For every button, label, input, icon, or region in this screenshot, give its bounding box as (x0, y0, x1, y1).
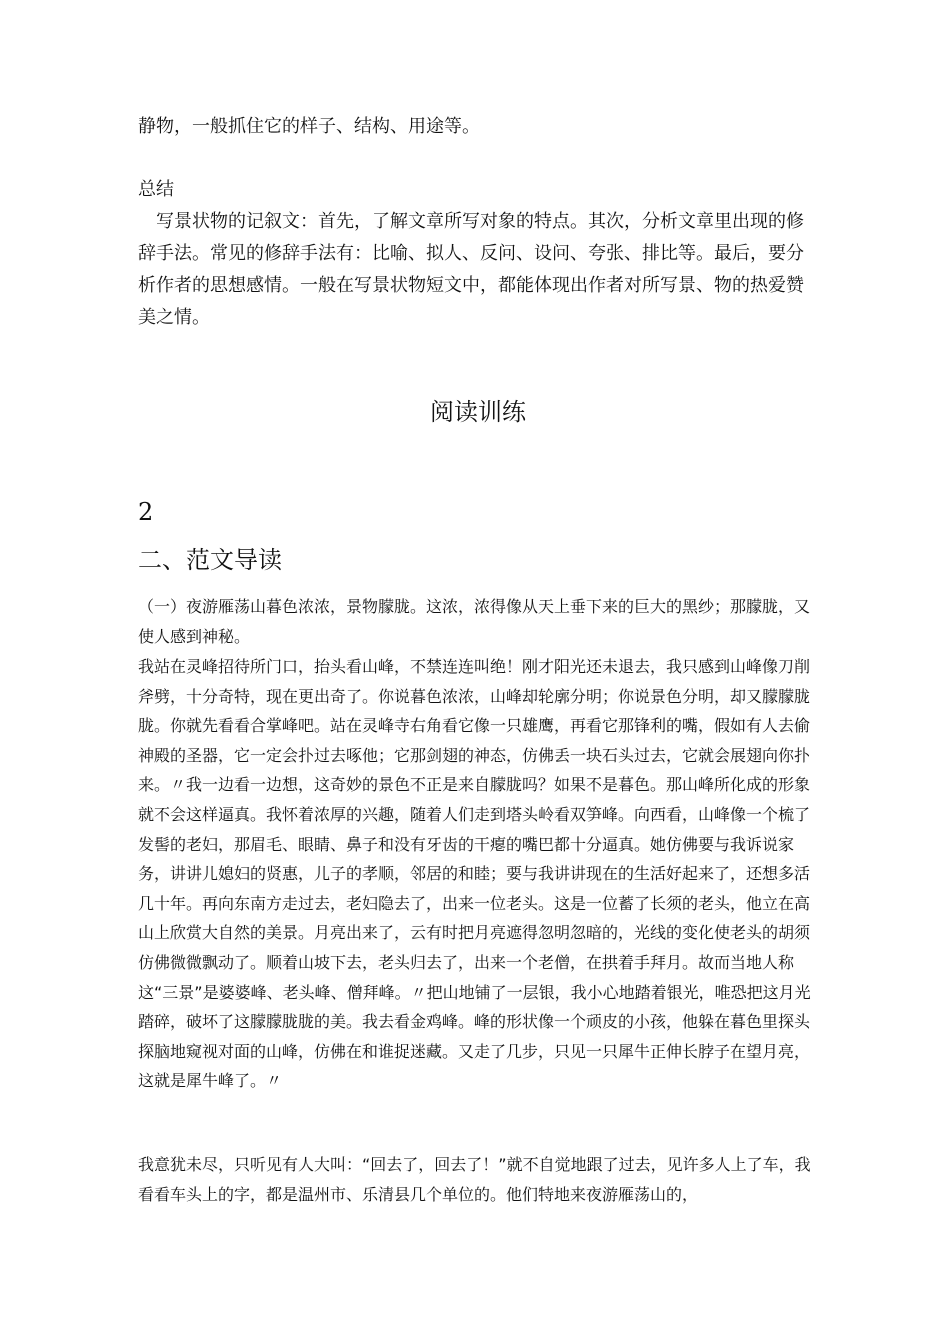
part-heading: 二、范文导读 (138, 546, 282, 574)
summary-paragraph: 写景状物的记叙文：首先，了解文章所写对象的特点。其次，分析文章里出现的修辞手法。常见的修辞手法有：比喻、拟人、反问、设问、夸张、排比等。最后，要分析作者的思想感情。一般在写景状物短文中，都能体现出作者对所写景、物的热爱赞美之情。 (138, 211, 804, 328)
article-paragraph-1: （一）夜游雁荡山暮色浓浓，景物朦胧。这浓，浓得像从天上垂下来的巨大的黑纱；那朦胧，又使人感到神秘。 (138, 597, 811, 646)
article-paragraph-2: 我站在灵峰招待所门口，抬头看山峰，不禁连连叫绝！刚才阳光还未退去，我只感到山峰像刀削斧劈，十分奇特，现在更出奇了。你说暮色浓浓，山峰却轮廓分明；你说景色分明，却又朦朦胧胧。你就先看看合掌峰吧。站在灵峰寺右角看它像一只雄鹰，再看它那锋利的嘴，假如有人去偷神殿的圣器，它一定会扑过去啄他；它那剑翅的神态，仿佛丢一块石头过去，它就会展翅向你扑来。〃我一边看一边想，这奇妙的景色不正是来自朦胧吗？如果不是暮色。那山峰所化成的形象就不会这样逼真。我怀着浓厚的兴趣，随着人们走到塔头岭看双笋峰。向西看，山峰像一个梳了发髻的老妇，那眉毛、眼睛、鼻子和没有牙齿的干瘪的嘴巴都十分逼真。她仿佛要与我诉说家务，讲讲儿媳妇的贤惠，儿子的孝顺，邻居的和睦；要与我讲讲现在的生活好起来了，还想多活几十年。再向东南方走过去，老妇隐去了，出来一位老头。这是一位蓄了长须的老头，他立在高山上欣赏大自然的美景。月亮出来了，云有时把月亮遮得忽明忽暗的，光线的变化使老头的胡须仿佛微微飘动了。顺着山坡下去，老头归去了，出来一个老僧，在拱着手拜月。故而当地人称这“三景”是婆婆峰、老头峰、僧拜峰。〃把山地铺了一层银，我小心地踏着银光，唯恐把这月光踏碎，破坏了这朦朦胧胧的美。我去看金鸡峰。峰的形状像一个顽皮的小孩，他躲在暮色里探头探脑地窥视对面的山峰，仿佛在和谁捉迷藏。又走了几步，只见一只犀牛正伸长脖子在望月亮，这就是犀牛峰了。〃 (138, 657, 811, 1091)
summary-title: 总结 (138, 179, 174, 200)
article-paragraph-3: 我意犹未尽，只听见有人大叫：“回去了，回去了！”就不自觉地跟了过去，见许多人上了车，我看看车头上的字，都是温州市、乐清县几个单位的。他们特地来夜游雁荡山的， (138, 1155, 811, 1204)
intro-line: 静物，一般抓住它的样子、结构、用途等。 (138, 116, 480, 137)
page-number: 2 (138, 498, 154, 526)
section-title: 阅读训练 (430, 398, 526, 426)
